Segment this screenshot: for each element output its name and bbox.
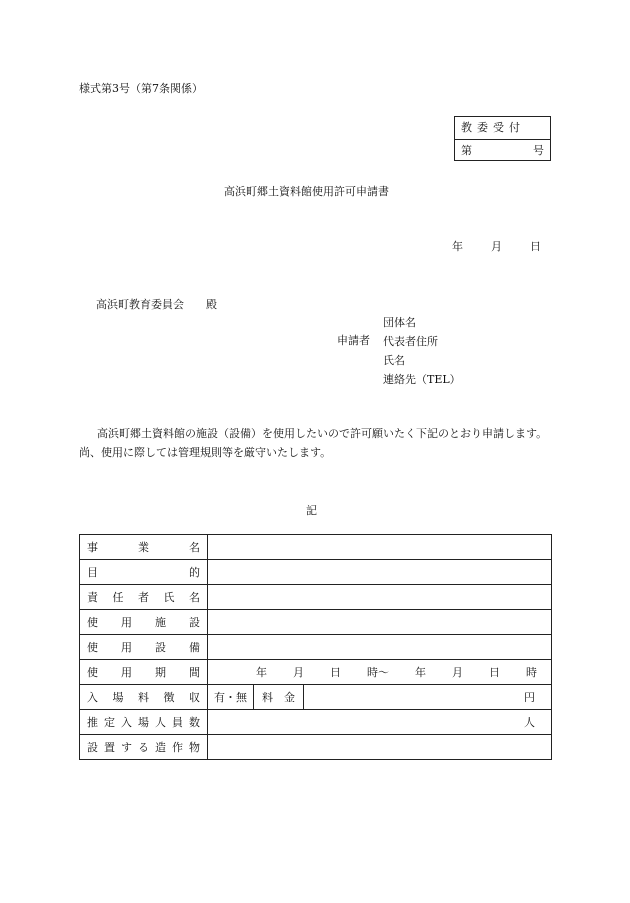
table-row bbox=[80, 660, 552, 685]
label-char: 期 bbox=[155, 666, 166, 679]
business-name-field[interactable] bbox=[208, 535, 552, 560]
fee-choice[interactable]: 有・無 bbox=[208, 685, 254, 709]
period-unit: 月 bbox=[293, 666, 304, 679]
table-row bbox=[80, 610, 552, 635]
label-char: 名 bbox=[189, 591, 200, 604]
row-label bbox=[80, 735, 208, 760]
reception-number bbox=[455, 139, 550, 161]
period-unit: 日 bbox=[489, 666, 500, 679]
date-year: 年 bbox=[452, 240, 463, 253]
applicant-label: 申請者 bbox=[337, 334, 370, 347]
body-text: 高浜町郷土資料館の施設（設備）を使用したいので許可願いたく下記のとおり申請します。尚、使用に際しては管理規則等を厳守いたします。 bbox=[79, 427, 548, 459]
reception-box bbox=[454, 116, 551, 161]
label-char: 施 bbox=[155, 616, 166, 629]
equipment-field[interactable] bbox=[208, 635, 552, 660]
label-char: 物 bbox=[189, 741, 200, 754]
date-day: 日 bbox=[530, 240, 541, 253]
label-char: 置 bbox=[104, 741, 115, 754]
table-row bbox=[80, 635, 552, 660]
fee-amount-field[interactable] bbox=[304, 685, 551, 709]
row-label bbox=[80, 610, 208, 635]
responsible-person-field[interactable] bbox=[208, 585, 552, 610]
label-char: 氏 bbox=[163, 591, 175, 604]
period-unit: 年 bbox=[256, 666, 267, 679]
label-char: 徴 bbox=[163, 691, 175, 704]
row-label bbox=[80, 660, 208, 685]
label-char: 料 bbox=[138, 691, 149, 704]
table-row bbox=[80, 710, 552, 735]
period-unit: 年 bbox=[415, 666, 426, 679]
period-unit: 月 bbox=[452, 666, 463, 679]
label-char: 業 bbox=[138, 541, 149, 554]
label-char: 使 bbox=[87, 641, 98, 654]
table-row bbox=[80, 535, 552, 560]
label-char: 場 bbox=[112, 691, 124, 704]
label-char: 設 bbox=[87, 741, 98, 754]
label-char: 使 bbox=[87, 666, 98, 679]
label-char: 定 bbox=[104, 716, 115, 729]
label-char: 推 bbox=[87, 716, 98, 729]
label-char: 用 bbox=[121, 641, 132, 654]
applicant-address: 代表者住所 bbox=[383, 335, 438, 348]
label-char: す bbox=[121, 741, 132, 754]
applicant-fields bbox=[383, 313, 461, 389]
detail-table bbox=[79, 534, 552, 760]
period-unit: 時～ bbox=[367, 666, 389, 679]
label-char: 入 bbox=[87, 691, 98, 704]
people-unit: 人 bbox=[524, 716, 535, 729]
label-char: 的 bbox=[189, 566, 200, 579]
label-char: 用 bbox=[121, 616, 132, 629]
row-label bbox=[80, 535, 208, 560]
estimated-visitors-field[interactable] bbox=[208, 710, 552, 735]
fee-unit: 円 bbox=[524, 691, 535, 704]
label-char: 事 bbox=[87, 541, 98, 554]
table-row bbox=[80, 735, 552, 760]
reception-number-prefix: 第 bbox=[461, 144, 472, 157]
period-field[interactable] bbox=[208, 660, 552, 685]
label-char: 数 bbox=[189, 716, 200, 729]
applicant-name: 氏名 bbox=[383, 354, 405, 367]
label-char: 入 bbox=[121, 716, 132, 729]
label-char: る bbox=[138, 741, 149, 754]
facility-field[interactable] bbox=[208, 610, 552, 635]
date-month: 月 bbox=[491, 240, 502, 253]
structures-field[interactable] bbox=[208, 735, 552, 760]
row-label bbox=[80, 710, 208, 735]
label-char: 者 bbox=[138, 591, 149, 604]
table-row bbox=[80, 685, 552, 710]
applicant-contact: 連絡先（TEL） bbox=[383, 373, 461, 386]
row-label bbox=[80, 560, 208, 585]
table-row bbox=[80, 560, 552, 585]
ki-heading: 記 bbox=[306, 504, 317, 517]
admission-fee-field bbox=[208, 685, 552, 710]
row-label bbox=[80, 635, 208, 660]
reception-number-suffix: 号 bbox=[533, 144, 544, 157]
fee-label: 料 金 bbox=[254, 685, 304, 709]
label-char: 作 bbox=[172, 741, 183, 754]
form-number: 様式第3号（第7条関係） bbox=[79, 82, 203, 95]
label-char: 任 bbox=[112, 591, 124, 604]
label-char: 使 bbox=[87, 616, 98, 629]
label-char: 名 bbox=[189, 541, 200, 554]
document-title: 高浜町郷土資料館使用許可申請書 bbox=[224, 185, 389, 198]
row-label bbox=[80, 685, 208, 710]
label-char: 収 bbox=[189, 691, 200, 704]
label-char: 設 bbox=[155, 641, 166, 654]
addressee: 高浜町教育委員会 殿 bbox=[96, 298, 217, 311]
row-label bbox=[80, 585, 208, 610]
label-char: 員 bbox=[172, 716, 183, 729]
label-char: 場 bbox=[138, 716, 149, 729]
period-unit: 時 bbox=[526, 666, 537, 679]
label-char: 間 bbox=[189, 666, 200, 679]
reception-title: 教委受付 bbox=[461, 121, 525, 134]
label-char: 備 bbox=[189, 641, 200, 654]
table-row bbox=[80, 585, 552, 610]
label-char: 造 bbox=[155, 741, 166, 754]
date-line bbox=[452, 238, 541, 254]
purpose-field[interactable] bbox=[208, 560, 552, 585]
period-unit: 日 bbox=[330, 666, 341, 679]
applicant-group-name: 団体名 bbox=[383, 316, 416, 329]
label-char: 目 bbox=[87, 566, 98, 579]
label-char: 人 bbox=[155, 716, 166, 729]
label-char: 責 bbox=[87, 591, 98, 604]
label-char: 設 bbox=[189, 616, 200, 629]
label-char: 用 bbox=[121, 666, 132, 679]
